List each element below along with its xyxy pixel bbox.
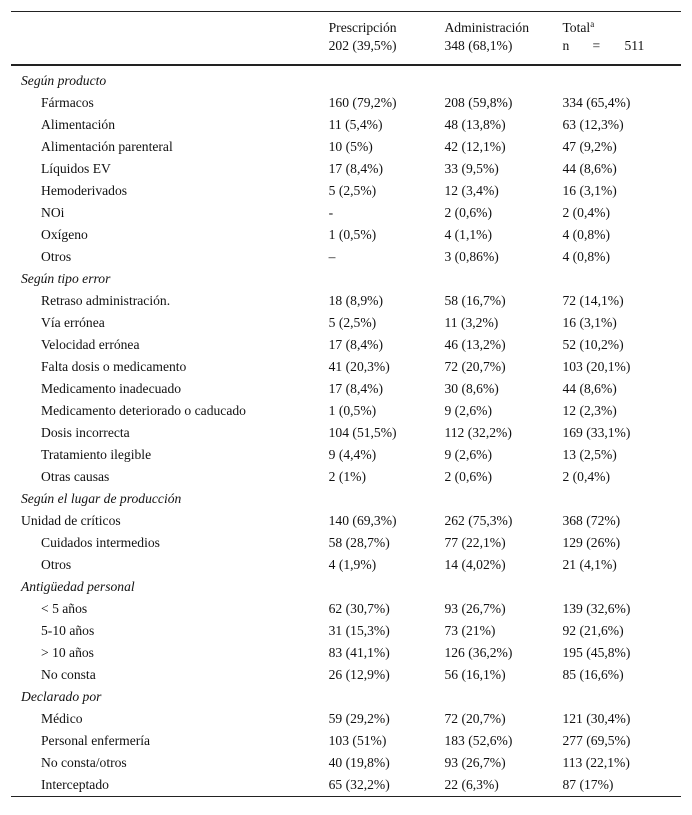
table-row [11,92,681,114]
total-value: 12 (2,3%) [562,403,617,418]
total-value: 16 (3,1%) [562,183,617,198]
administracion-value: 42 (12,1%) [444,139,506,154]
section-title: Declarado por [21,689,102,704]
total-value: 4 (0,8%) [562,249,611,264]
row-label: Tratamiento ilegible [41,447,152,462]
row-label: Médico [41,711,83,726]
row-label: Alimentación [41,117,115,132]
administracion-value: 11 (3,2%) [444,315,499,330]
prescripcion-value: 83 (41,1%) [328,645,390,660]
administracion-value: 14 (4,02%) [444,557,506,572]
total-value: 85 (16,6%) [562,667,624,682]
prescripcion-value: 62 (30,7%) [328,601,390,616]
header-empty-cell [11,12,329,37]
row-label: Oxígeno [41,227,88,242]
table-row [11,642,681,664]
table-row [11,180,681,202]
header-n-equals: = [592,38,601,53]
prescripcion-value: 4 (1,9%) [328,557,377,572]
total-value: 334 (65,4%) [562,95,631,110]
total-value: 52 (10,2%) [562,337,624,352]
administracion-value: 22 (6,3%) [444,774,562,797]
total-value: 21 (4,1%) [562,557,617,572]
prescripcion-value: 103 (51%) [328,733,387,748]
table-row [11,422,681,444]
table-row [11,620,681,642]
table-row [11,246,681,268]
header-total-label: Total [562,20,591,35]
table-body [11,65,681,797]
total-value: 87 (17%) [562,774,681,797]
table-row [11,400,681,422]
row-label: 5-10 años [41,623,95,638]
administracion-value: 48 (13,8%) [444,117,506,132]
prescripcion-value: 18 (8,9%) [328,293,383,308]
row-label: > 10 años [41,645,94,660]
total-value: 92 (21,6%) [562,623,624,638]
administracion-value: 112 (32,2%) [444,425,512,440]
table-row [11,136,681,158]
total-value: 139 (32,6%) [562,601,631,616]
section-header-row [11,576,681,598]
total-value: 113 (22,1%) [562,755,630,770]
prescripcion-value: 17 (8,4%) [328,381,383,396]
error-distribution-table [11,11,681,797]
row-label: Alimentación parenteral [41,139,173,154]
row-label: Unidad de críticos [21,513,121,528]
table-row [11,158,681,180]
header-prescripcion-count: 202 (39,5%) [329,36,445,65]
table-row [11,708,681,730]
table-row [11,598,681,620]
row-label: NOi [41,205,65,220]
section-header-row [11,268,681,290]
table-row [11,752,681,774]
prescripcion-value: 10 (5%) [328,139,373,154]
row-label: Medicamento deteriorado o caducado [41,403,246,418]
administracion-value: 2 (0,6%) [444,205,493,220]
table-row [11,466,681,488]
administracion-value: 208 (59,8%) [444,95,513,110]
prescripcion-value: 26 (12,9%) [328,667,390,682]
administracion-value: 4 (1,1%) [444,227,493,242]
total-value: 63 (12,3%) [562,117,624,132]
administracion-value: 30 (8,6%) [444,381,499,396]
header-total [562,12,681,37]
prescripcion-value: 17 (8,4%) [328,161,383,176]
total-value: 13 (2,5%) [562,447,617,462]
total-value: 121 (30,4%) [562,711,631,726]
row-label: Falta dosis o medicamento [41,359,187,374]
row-label: Vía errónea [41,315,105,330]
table-row [11,114,681,136]
administracion-value: 72 (20,7%) [444,711,506,726]
header-row-counts [11,36,681,65]
table-row [11,730,681,752]
section-header-row [11,488,681,510]
total-value: 2 (0,4%) [562,469,611,484]
prescripcion-value: 2 (1%) [328,469,366,484]
row-label: Fármacos [41,95,94,110]
header-administracion-count: 348 (68,1%) [444,36,562,65]
total-value: 103 (20,1%) [562,359,631,374]
total-value: 4 (0,8%) [562,227,611,242]
table-row [11,312,681,334]
administracion-value: 2 (0,6%) [444,469,493,484]
administracion-value: 58 (16,7%) [444,293,506,308]
table-row [11,224,681,246]
row-label: Dosis incorrecta [41,425,130,440]
administracion-value: 9 (2,6%) [444,403,493,418]
prescripcion-value: 5 (2,5%) [328,183,377,198]
table-row [11,554,681,576]
table-header [11,12,681,66]
section-header-row [11,686,681,708]
row-label: No consta/otros [41,755,127,770]
administracion-value: 73 (21%) [444,623,496,638]
table-row [11,202,681,224]
section-title: Según el lugar de producción [21,491,182,506]
table-row [11,290,681,312]
prescripcion-value: 1 (0,5%) [328,403,377,418]
row-label: Hemoderivados [41,183,128,198]
total-value: 72 (14,1%) [562,293,624,308]
row-label: Personal enfermería [41,733,151,748]
prescripcion-value: 58 (28,7%) [328,535,390,550]
prescripcion-value: 65 (32,2%) [329,774,445,797]
row-label: Interceptado [11,774,329,797]
row-label: No consta [41,667,96,682]
prescripcion-value: 59 (29,2%) [328,711,390,726]
administracion-value: 72 (20,7%) [444,359,506,374]
table-row [11,510,681,532]
header-n-value: 511 [624,38,645,53]
row-label: Otros [41,557,72,572]
section-header-row [11,65,681,92]
row-label: Velocidad errónea [41,337,140,352]
row-label: Cuidados intermedios [41,535,160,550]
administracion-value: 262 (75,3%) [444,513,513,528]
total-value: 368 (72%) [562,513,621,528]
administracion-value: 3 (0,86%) [444,249,499,264]
administracion-value: 93 (26,7%) [444,601,506,616]
prescripcion-value: 104 (51,5%) [328,425,397,440]
prescripcion-value: - [328,205,334,220]
table-row [11,378,681,400]
prescripcion-value: 40 (19,8%) [328,755,390,770]
administracion-value: 126 (36,2%) [444,645,513,660]
prescripcion-value: 17 (8,4%) [328,337,383,352]
header-total-footnote-marker: a [590,19,595,29]
header-n-label: n [562,38,570,53]
administracion-value: 9 (2,6%) [444,447,493,462]
administracion-value: 93 (26,7%) [444,755,506,770]
table-row [11,356,681,378]
section-title: Antigüedad personal [21,579,135,594]
prescripcion-value: 5 (2,5%) [328,315,377,330]
row-label: Retraso administración. [41,293,171,308]
prescripcion-value: 11 (5,4%) [328,117,383,132]
administracion-value: 12 (3,4%) [444,183,499,198]
table-row [11,532,681,554]
total-value: 277 (69,5%) [562,733,631,748]
administracion-value: 183 (52,6%) [444,733,513,748]
prescripcion-value: – [328,249,336,264]
prescripcion-value: 31 (15,3%) [328,623,390,638]
header-administracion: Administración [444,12,562,37]
total-value: 47 (9,2%) [562,139,617,154]
row-label: Líquidos EV [41,161,111,176]
total-value: 44 (8,6%) [562,381,617,396]
total-value: 16 (3,1%) [562,315,617,330]
row-label: Otros [41,249,72,264]
row-label: < 5 años [41,601,88,616]
total-value: 169 (33,1%) [562,425,631,440]
prescripcion-value: 160 (79,2%) [328,95,397,110]
table-row [11,334,681,356]
total-value: 195 (45,8%) [562,645,631,660]
header-empty-cell [11,36,329,65]
prescripcion-value: 41 (20,3%) [328,359,390,374]
section-title: Según tipo error [21,271,111,286]
administracion-value: 56 (16,1%) [444,667,506,682]
prescripcion-value: 1 (0,5%) [328,227,377,242]
data-table-container [11,11,681,797]
total-value: 129 (26%) [562,535,621,550]
header-total-count [562,36,681,65]
prescripcion-value: 140 (69,3%) [328,513,397,528]
table-row [11,444,681,466]
total-value: 2 (0,4%) [562,205,611,220]
row-label: Medicamento inadecuado [41,381,182,396]
administracion-value: 33 (9,5%) [444,161,499,176]
table-row [11,664,681,686]
header-prescripcion: Prescripción [329,12,445,37]
header-row-labels [11,12,681,37]
section-title: Según producto [21,73,107,88]
row-label: Otras causas [41,469,110,484]
table-row [11,774,681,797]
administracion-value: 46 (13,2%) [444,337,506,352]
administracion-value: 77 (22,1%) [444,535,506,550]
prescripcion-value: 9 (4,4%) [328,447,377,462]
total-value: 44 (8,6%) [562,161,617,176]
